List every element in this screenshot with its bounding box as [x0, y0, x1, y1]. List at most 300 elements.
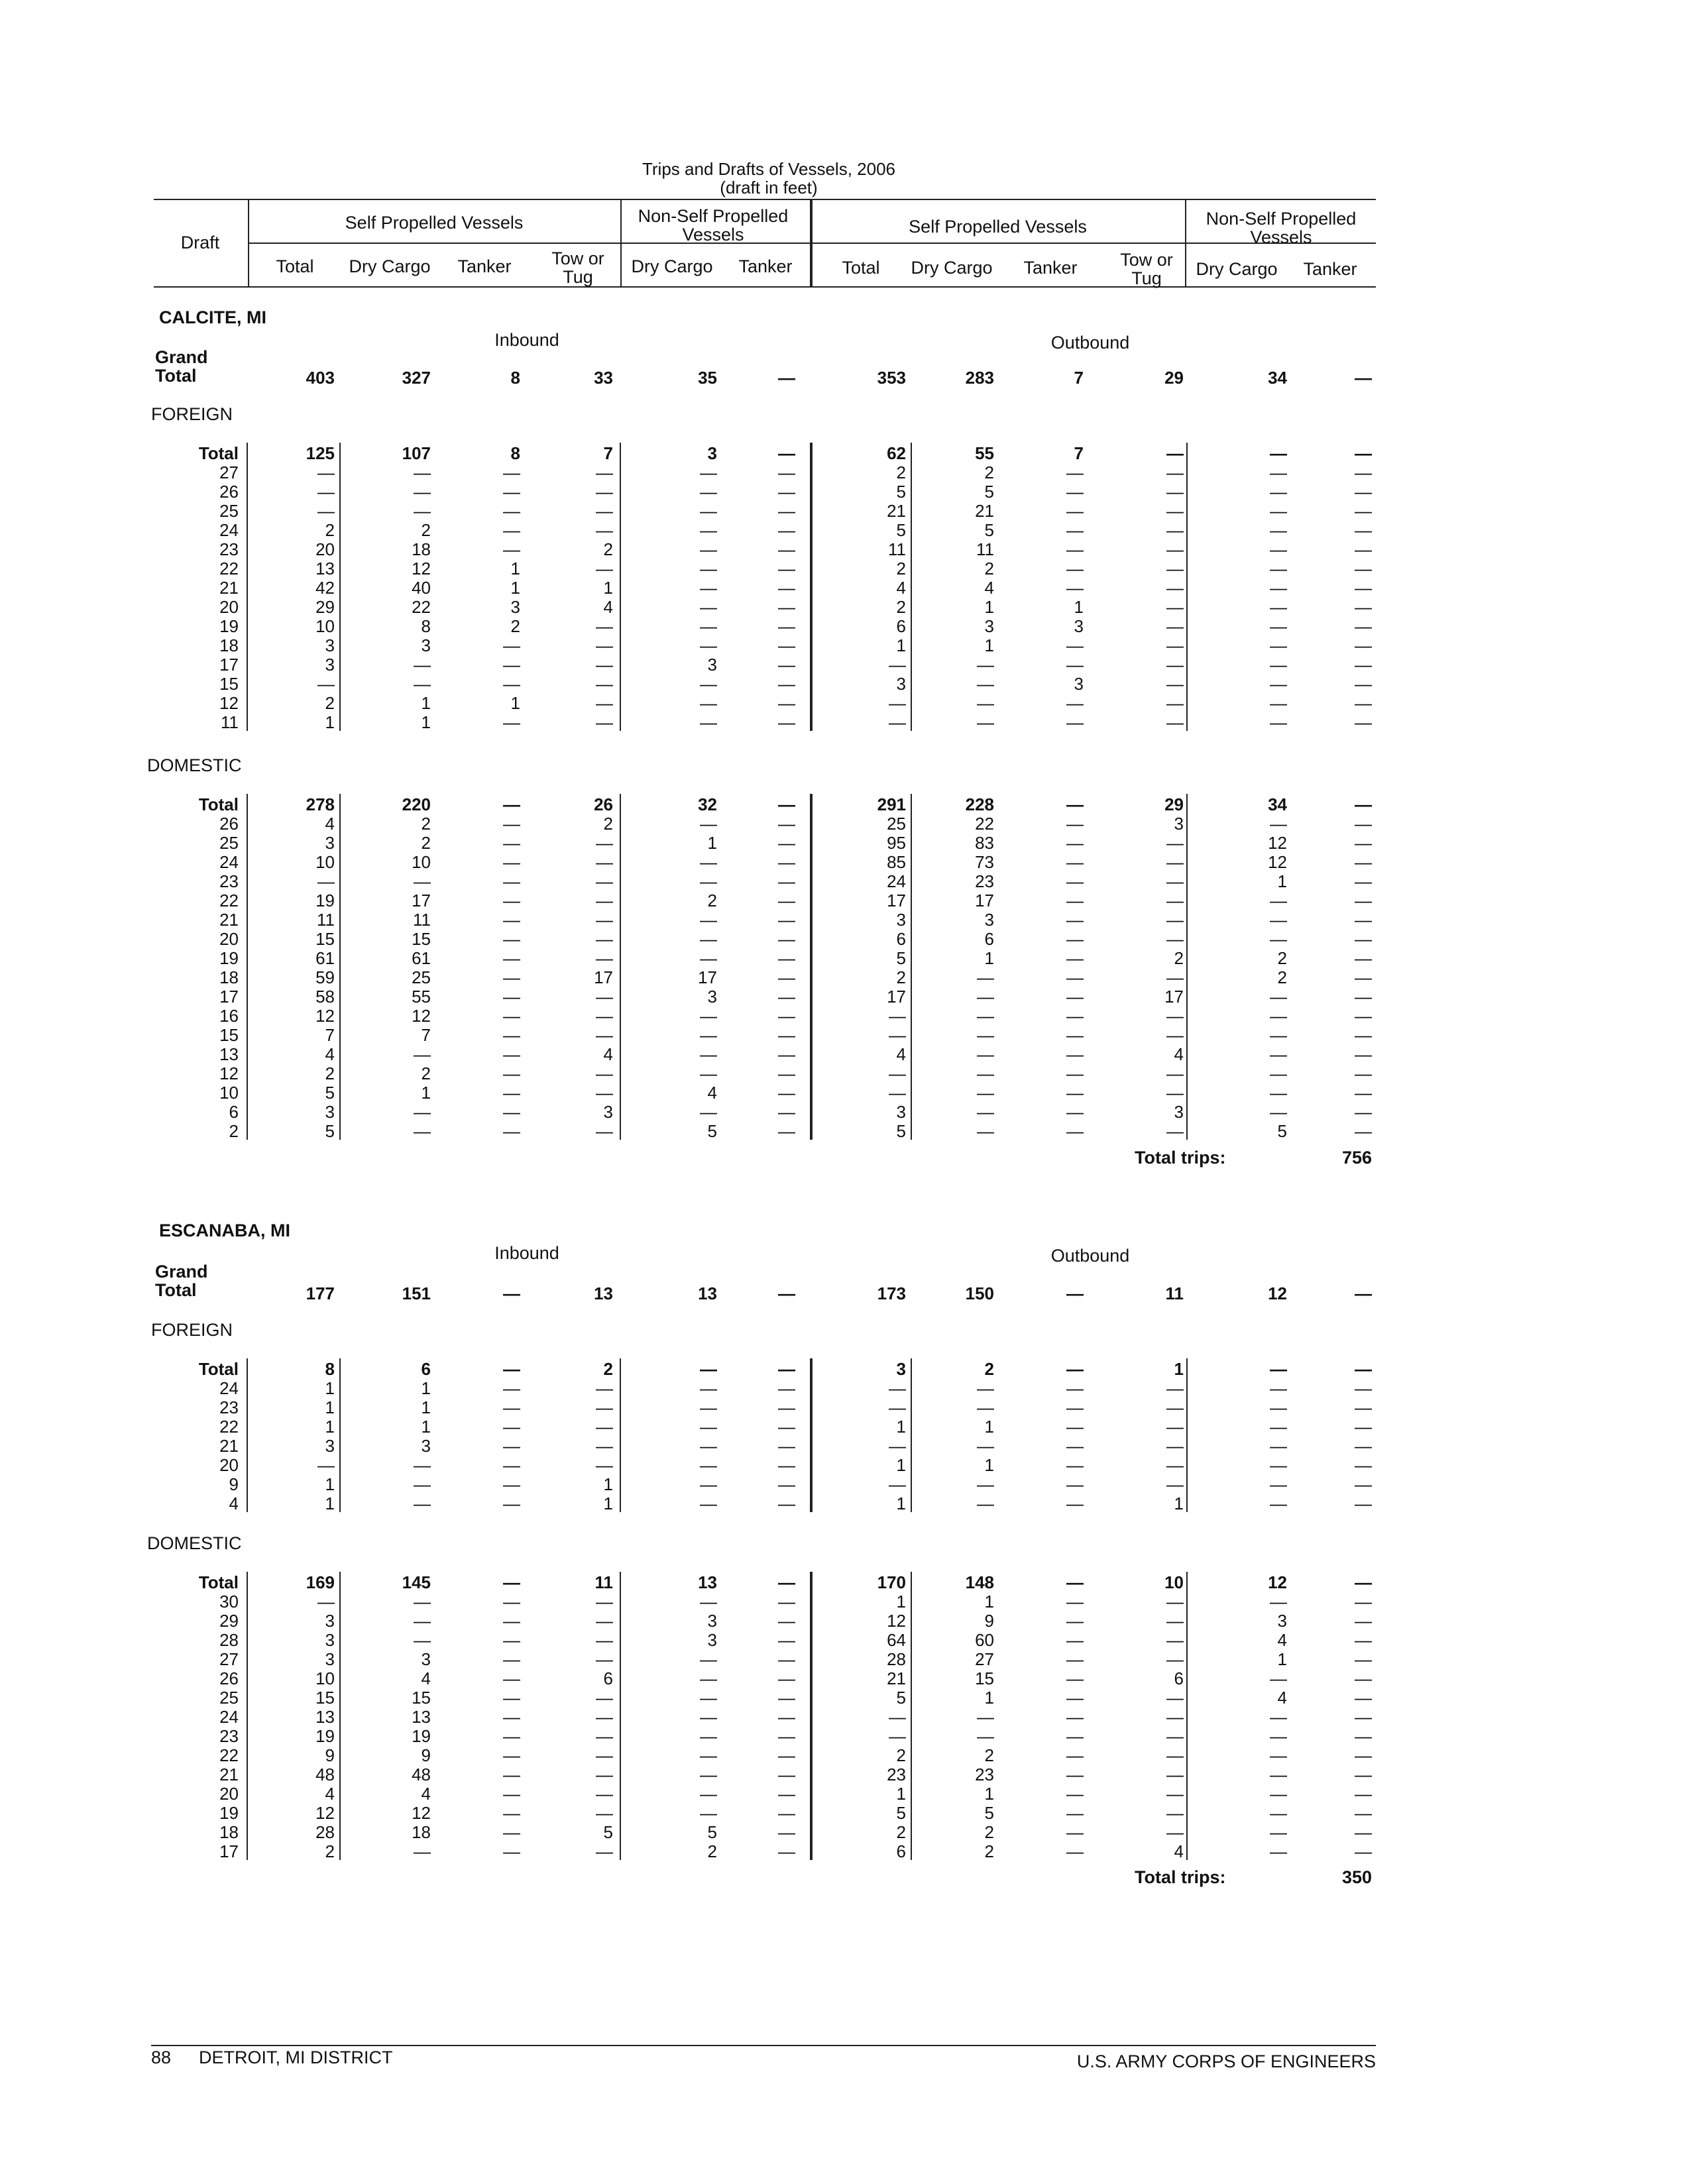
table-cell: — [977, 1083, 994, 1103]
table-cell: — [778, 712, 795, 732]
table-cell: — [778, 1572, 795, 1592]
table-cell: 2 [984, 1359, 994, 1379]
table-cell: 28 [315, 1822, 335, 1842]
table-cell: — [1166, 929, 1184, 949]
table-cell: 48 [315, 1765, 335, 1784]
table-cell: — [778, 1359, 795, 1379]
table-cell: — [1166, 1707, 1184, 1727]
table-cell: 11 [888, 539, 906, 559]
table-cell: 1 [984, 948, 994, 968]
header-divider-in-nsp [620, 199, 622, 286]
draft-label: 23 [219, 539, 239, 559]
table-cell: — [1066, 501, 1084, 521]
table-cell: — [1066, 1102, 1084, 1122]
grand-total-value: 151 [402, 1283, 431, 1303]
table-cell: — [1270, 1025, 1287, 1045]
table-cell: 2 [603, 539, 613, 559]
table-cell: — [778, 833, 795, 853]
table-cell: 61 [412, 948, 431, 968]
draft-label: 17 [219, 655, 239, 675]
total-trips-value: 756 [1341, 1148, 1372, 1168]
table-cell: — [1355, 1025, 1372, 1045]
table-cell: — [1270, 1707, 1287, 1727]
table-cell: — [1166, 1083, 1184, 1103]
foreign-row [0, 1494, 1688, 1513]
table-cell: — [1355, 1688, 1372, 1708]
table-cell: — [700, 814, 717, 834]
table-cell: — [1355, 1784, 1372, 1804]
table-cell: 17 [698, 967, 717, 987]
table-cell: — [503, 1668, 520, 1688]
foreign-row [0, 1475, 1688, 1494]
draft-label: 20 [219, 929, 239, 949]
table-cell: — [1066, 463, 1084, 482]
table-cell: — [1166, 597, 1184, 617]
grand-total-value: 177 [306, 1283, 335, 1303]
foreign-row [0, 540, 1688, 559]
table-cell: — [778, 852, 795, 872]
table-cell: 9 [325, 1745, 335, 1765]
grand-total-value: 35 [698, 368, 717, 388]
table-cell: — [1066, 891, 1084, 910]
table-cell: 85 [887, 852, 906, 872]
column-separator [620, 1358, 621, 1512]
table-cell: — [977, 1025, 994, 1045]
table-cell: 3 [421, 635, 431, 655]
table-cell: 32 [698, 794, 717, 814]
table-cell: 21 [975, 501, 994, 521]
draft-label: 4 [229, 1494, 239, 1513]
table-cell: — [1270, 1083, 1287, 1103]
domestic-row [0, 1007, 1688, 1026]
table-cell: 2 [421, 1064, 431, 1083]
table-cell: 2 [984, 1745, 994, 1765]
table-cell: — [1355, 929, 1372, 949]
table-cell: 1 [984, 597, 994, 617]
col-header: Total [842, 258, 880, 278]
table-cell: 29 [1164, 794, 1184, 814]
table-cell: 3 [325, 1611, 335, 1631]
draft-label: 23 [219, 1726, 239, 1746]
table-cell: — [1270, 482, 1287, 502]
table-cell: — [1270, 1102, 1287, 1122]
domestic-row [0, 1804, 1688, 1823]
table-cell: 28 [887, 1649, 906, 1669]
table-cell: 1 [325, 1494, 335, 1513]
table-cell: 10 [315, 616, 335, 636]
domestic-row [0, 1669, 1688, 1688]
table-cell: 1 [325, 1474, 335, 1494]
column-separator [339, 794, 341, 1140]
table-cell: 3 [707, 1630, 717, 1650]
grand-total-value: — [1355, 1283, 1372, 1303]
table-cell: — [503, 1102, 520, 1122]
col-header: Tow or Tug [1120, 250, 1173, 288]
table-cell: 11 [976, 539, 994, 559]
table-cell: — [503, 539, 520, 559]
table-cell: 2 [325, 1064, 335, 1083]
table-cell: — [1166, 1417, 1184, 1437]
table-cell: 29 [315, 597, 335, 617]
domestic-row [0, 949, 1688, 968]
table-cell: 55 [975, 443, 994, 463]
table-cell: — [1270, 1726, 1287, 1746]
column-separator [1186, 443, 1188, 731]
table-cell: — [1355, 559, 1372, 578]
table-cell: — [778, 1611, 795, 1631]
table-cell: — [414, 1841, 431, 1861]
table-cell: 3 [325, 1630, 335, 1650]
draft-label: 6 [229, 1102, 239, 1122]
table-cell: — [1270, 520, 1287, 540]
draft-label: 9 [229, 1474, 239, 1494]
table-cell: — [1270, 1397, 1287, 1417]
table-cell: — [700, 482, 717, 502]
table-cell: — [1355, 948, 1372, 968]
column-separator [810, 443, 813, 731]
table-cell: — [778, 1455, 795, 1475]
table-cell: — [1066, 1417, 1084, 1437]
table-cell: — [596, 1378, 613, 1398]
table-cell: — [414, 482, 431, 502]
table-cell: — [1066, 1630, 1084, 1650]
table-cell: — [1355, 910, 1372, 930]
table-cell: 5 [325, 1121, 335, 1141]
table-cell: — [596, 520, 613, 540]
table-cell: 5 [1277, 1121, 1287, 1141]
table-cell: — [1066, 1436, 1084, 1456]
draft-label: Total [198, 794, 239, 814]
header-bottom-rule [154, 286, 1376, 288]
table-cell: 1 [1174, 1494, 1184, 1513]
col-header: Dry Cargo [349, 256, 431, 276]
domestic-row [0, 1842, 1688, 1861]
draft-label: 26 [219, 482, 239, 502]
table-cell: — [778, 482, 795, 502]
table-cell: — [317, 674, 335, 694]
table-cell: — [700, 693, 717, 713]
table-cell: — [700, 1688, 717, 1708]
grand-total-value: 327 [402, 368, 431, 388]
table-cell: — [414, 1474, 431, 1494]
table-cell: — [778, 443, 795, 463]
table-cell: — [503, 1688, 520, 1708]
table-cell: — [700, 1649, 717, 1669]
table-cell: — [889, 1707, 906, 1727]
table-cell: — [778, 1397, 795, 1417]
table-cell: — [1066, 1064, 1084, 1083]
table-cell: 2 [896, 597, 906, 617]
table-cell: — [1270, 674, 1287, 694]
table-cell: — [414, 674, 431, 694]
table-cell: — [503, 929, 520, 949]
table-cell: — [778, 1083, 795, 1103]
header-self-propelled-inbound: Self Propelled Vessels [345, 213, 524, 233]
table-cell: 22 [412, 597, 431, 617]
table-cell: — [1355, 833, 1372, 853]
table-cell: 3 [707, 655, 717, 675]
table-cell: 18 [412, 539, 431, 559]
grand-total-row [0, 1284, 1688, 1303]
grand-total-value: 403 [306, 368, 335, 388]
table-cell: — [1066, 1668, 1084, 1688]
table-cell: — [596, 1688, 613, 1708]
grand-total-value: 13 [698, 1283, 717, 1303]
draft-label: 19 [219, 948, 239, 968]
header-non-self-propelled-outbound: Non-Self Propelled Vessels [1206, 209, 1357, 247]
table-cell: — [1270, 1378, 1287, 1398]
table-cell: — [778, 1417, 795, 1437]
draft-label: 12 [219, 693, 239, 713]
table-cell: — [1166, 482, 1184, 502]
footer-rule [151, 2045, 1376, 2046]
table-cell: — [1166, 1455, 1184, 1475]
inbound-label: Inbound [494, 330, 559, 350]
table-cell: 12 [412, 1803, 431, 1823]
table-cell: — [1066, 1397, 1084, 1417]
table-cell: — [700, 520, 717, 540]
table-cell: 64 [887, 1630, 906, 1650]
table-cell: 3 [325, 1649, 335, 1669]
table-cell: 25 [412, 967, 431, 987]
table-cell: 3 [896, 910, 906, 930]
table-cell: — [1166, 1784, 1184, 1804]
table-cell: — [778, 578, 795, 598]
column-separator [1186, 1572, 1188, 1860]
domestic-row [0, 834, 1688, 853]
table-cell: 21 [887, 1668, 906, 1688]
table-cell: 6 [984, 929, 994, 949]
table-cell: 1 [603, 578, 613, 598]
table-cell: — [503, 463, 520, 482]
table-cell: — [503, 1121, 520, 1141]
table-cell: 125 [306, 443, 335, 463]
foreign-row [0, 713, 1688, 732]
table-cell: — [1355, 814, 1372, 834]
table-cell: 1 [1277, 871, 1287, 891]
table-cell: 12 [412, 559, 431, 578]
column-separator [1186, 794, 1188, 1140]
table-cell: — [503, 712, 520, 732]
table-cell: 21 [887, 501, 906, 521]
table-cell: — [778, 948, 795, 968]
table-cell: — [503, 1649, 520, 1669]
table-cell: 1 [707, 833, 717, 853]
table-cell: 1 [896, 1455, 906, 1475]
table-cell: — [700, 635, 717, 655]
draft-label: 17 [219, 1841, 239, 1861]
table-cell: 13 [698, 1572, 717, 1592]
draft-label: Total [198, 443, 239, 463]
table-cell: — [1066, 1121, 1084, 1141]
domestic-row [0, 1784, 1688, 1804]
domestic-row [0, 1064, 1688, 1083]
table-cell: — [503, 1707, 520, 1727]
table-cell: — [1166, 1726, 1184, 1746]
table-cell: — [1355, 501, 1372, 521]
table-cell: 220 [402, 794, 431, 814]
table-cell: — [503, 1494, 520, 1513]
col-header: Dry Cargo [631, 256, 713, 276]
table-cell: — [1166, 559, 1184, 578]
draft-label: 12 [219, 1064, 239, 1083]
table-cell: — [317, 1592, 335, 1611]
table-cell: — [1270, 1044, 1287, 1064]
table-cell: 5 [896, 948, 906, 968]
draft-label: 18 [219, 1822, 239, 1842]
table-cell: 58 [315, 987, 335, 1007]
table-cell: — [1066, 1474, 1084, 1494]
draft-label: 30 [219, 1592, 239, 1611]
table-cell: — [1270, 559, 1287, 578]
table-cell: 6 [896, 929, 906, 949]
table-cell: — [700, 1455, 717, 1475]
table-cell: 60 [975, 1630, 994, 1650]
table-cell: 15 [315, 929, 335, 949]
table-cell: — [414, 1121, 431, 1141]
table-cell: 1 [325, 1417, 335, 1437]
total-trips-label: Total trips: [1135, 1148, 1226, 1168]
grand-total-value: 7 [1074, 368, 1084, 388]
table-cell: — [1066, 578, 1084, 598]
table-cell: — [1355, 1803, 1372, 1823]
table-cell: — [778, 967, 795, 987]
draft-label: 10 [219, 1083, 239, 1103]
table-cell: — [503, 1417, 520, 1437]
col-header: Tanker [738, 256, 793, 276]
table-cell: 17 [887, 987, 906, 1007]
page-title: Trips and Drafts of Vessels, 2006 [642, 159, 895, 179]
domestic-row [0, 1765, 1688, 1784]
table-cell: — [977, 1121, 994, 1141]
total-trips-label: Total trips: [1135, 1867, 1226, 1887]
table-cell: 9 [984, 1611, 994, 1631]
table-cell: — [1166, 1630, 1184, 1650]
table-cell: 24 [887, 871, 906, 891]
table-cell: 1 [984, 1417, 994, 1437]
table-cell: — [1355, 1397, 1372, 1417]
table-cell: — [700, 1025, 717, 1045]
foreign-row [0, 502, 1688, 521]
table-cell: — [596, 1726, 613, 1746]
table-cell: — [503, 1592, 520, 1611]
table-cell: — [1355, 1494, 1372, 1513]
table-cell: 48 [412, 1765, 431, 1784]
table-cell: — [778, 1707, 795, 1727]
table-cell: 3 [896, 1102, 906, 1122]
table-cell: — [503, 482, 520, 502]
section-name: CALCITE, MI [159, 307, 266, 327]
table-cell: 2 [984, 559, 994, 578]
table-cell: — [503, 891, 520, 910]
table-cell: — [1066, 1726, 1084, 1746]
table-cell: — [1166, 910, 1184, 930]
table-cell: — [503, 1083, 520, 1103]
grand-total-value: 150 [965, 1283, 994, 1303]
table-cell: 3 [984, 616, 994, 636]
grand-total-value: 33 [594, 368, 613, 388]
table-cell: 3 [707, 1611, 717, 1631]
table-cell: 3 [510, 597, 520, 617]
table-cell: — [503, 814, 520, 834]
table-cell: 3 [325, 655, 335, 675]
table-cell: — [1270, 539, 1287, 559]
table-cell: — [700, 1044, 717, 1064]
table-cell: 1 [984, 1784, 994, 1804]
table-cell: — [503, 1455, 520, 1475]
table-cell: — [414, 871, 431, 891]
table-cell: — [700, 712, 717, 732]
column-separator [339, 1358, 341, 1512]
table-cell: — [317, 501, 335, 521]
table-cell: — [1355, 1592, 1372, 1611]
col-header: Tanker [1023, 258, 1078, 278]
draft-label: 24 [219, 1378, 239, 1398]
table-cell: — [778, 1121, 795, 1141]
table-cell: — [1355, 1572, 1372, 1592]
table-cell: — [1355, 1417, 1372, 1437]
col-header: Tanker [1303, 259, 1357, 279]
table-cell: — [1355, 871, 1372, 891]
table-cell: — [1270, 1494, 1287, 1513]
draft-label: 21 [219, 1765, 239, 1784]
table-cell: — [1355, 482, 1372, 502]
table-cell: — [1355, 1006, 1372, 1026]
table-cell: 2 [325, 520, 335, 540]
table-cell: 1 [421, 1397, 431, 1417]
table-cell: — [1066, 1025, 1084, 1045]
table-cell: — [1166, 891, 1184, 910]
table-cell: — [778, 1688, 795, 1708]
table-cell: — [596, 1630, 613, 1650]
table-cell: — [596, 1592, 613, 1611]
table-cell: — [889, 1474, 906, 1494]
table-cell: — [1066, 1765, 1084, 1784]
domestic-row [0, 1631, 1688, 1650]
table-cell: — [1166, 1397, 1184, 1417]
table-cell: 4 [325, 1044, 335, 1064]
table-cell: — [977, 987, 994, 1007]
column-separator [247, 1358, 248, 1512]
table-cell: — [778, 559, 795, 578]
table-cell: — [1270, 597, 1287, 617]
column-separator [911, 1572, 912, 1860]
table-cell: — [889, 693, 906, 713]
col-header: Total [276, 256, 314, 276]
table-cell: — [700, 1668, 717, 1688]
draft-label: 24 [219, 520, 239, 540]
grand-total-value: — [778, 1283, 795, 1303]
table-cell: 1 [421, 1083, 431, 1103]
domestic-row [0, 795, 1688, 814]
table-cell: — [889, 1064, 906, 1083]
table-cell: — [1166, 539, 1184, 559]
footer-agency: U.S. ARMY CORPS OF ENGINEERS [1076, 2051, 1376, 2071]
table-cell: 1 [510, 578, 520, 598]
table-cell: 3 [325, 1102, 335, 1122]
table-cell: — [1270, 463, 1287, 482]
table-cell: — [1270, 987, 1287, 1007]
table-cell: 2 [707, 891, 717, 910]
table-cell: — [1066, 1006, 1084, 1026]
table-cell: 26 [594, 794, 613, 814]
table-cell: — [1355, 1455, 1372, 1475]
domestic-row [0, 930, 1688, 949]
table-cell: — [596, 1417, 613, 1437]
table-cell: — [596, 635, 613, 655]
table-cell: — [1270, 712, 1287, 732]
table-cell: — [1355, 1765, 1372, 1784]
